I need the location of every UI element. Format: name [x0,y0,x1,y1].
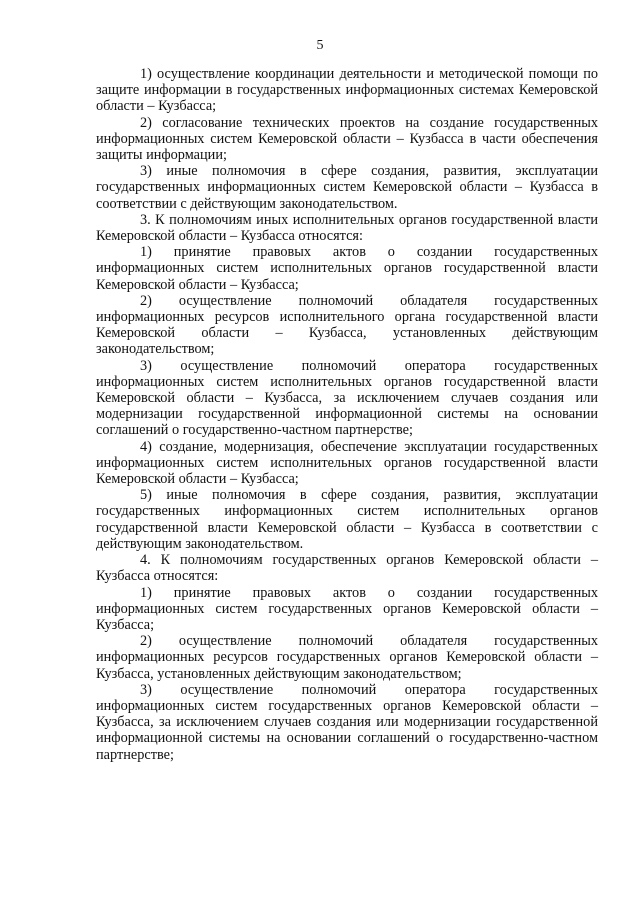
document-body [96,66,598,763]
paragraph: 4) создание, модернизация, обеспечение эксплуатации государственных информационных систем исполнительных органов государственной власти Кемеровской области – Кузбасса; [96,438,598,488]
paragraph: 3) иные полномочия в сфере создания, развития, эксплуатации государственных информационных систем Кемеровской области – Кузбасса в соответствии с действующим законодательством. [96,163,598,212]
paragraph: 2) согласование технических проектов на создание государственных информационных систем Кемеровской области – Кузбасса в части обеспечения защиты информации; [96,114,598,164]
paragraph: 2) осуществление полномочий обладателя государственных информационных ресурсов исполнительного органа государственной власти Кемеровской области – Кузбасса, установленных действующим законодательством; [96,292,598,358]
paragraph: 1) осуществление координации деятельности и методической помощи по защите информации в государственных информационных системах Кемеровской области – Кузбасса; [96,66,598,115]
paragraph: 2) осуществление полномочий обладателя государственных информационных ресурсов государственных органов Кемеровской области – Кузбасса, установленных действующим законодательством; [96,633,598,682]
page-number: 5 [316,38,324,53]
paragraph: 3) осуществление полномочий оператора государственных информационных систем исполнительных органов государственной власти Кемеровской области – Кузбасса, за исключением случаев создания или модернизации государственной информационной системы на основании соглашений о государственно-частном партнерстве; [96,357,598,439]
section-heading-paragraph: 4. К полномочиям государственных органов Кемеровской области – Кузбасса относятся: [96,552,598,585]
paragraph: 1) принятие правовых актов о создании государственных информационных систем исполнительных органов государственной власти Кемеровской области – Кузбасса; [96,244,598,293]
paragraph: 3) осуществление полномочий оператора государственных информационных систем государственных органов Кемеровской области – Кузбасса, за исключением случаев создания или модернизации государственной информационной системы на основании соглашений о государственно-частном партнерстве; [96,681,598,763]
section-heading-paragraph: 3. К полномочиям иных исполнительных органов государственной власти Кемеровской области – Кузбасса относятся: [96,211,598,245]
paragraph: 1) принятие правовых актов о создании государственных информационных систем государственных органов Кемеровской области – Кузбасса; [96,584,598,633]
paragraph: 5) иные полномочия в сфере создания, развития, эксплуатации государственных информационных систем исполнительных органов государственной власти Кемеровской области – Кузбасса в соответствии с действующим законодательством. [96,487,598,552]
